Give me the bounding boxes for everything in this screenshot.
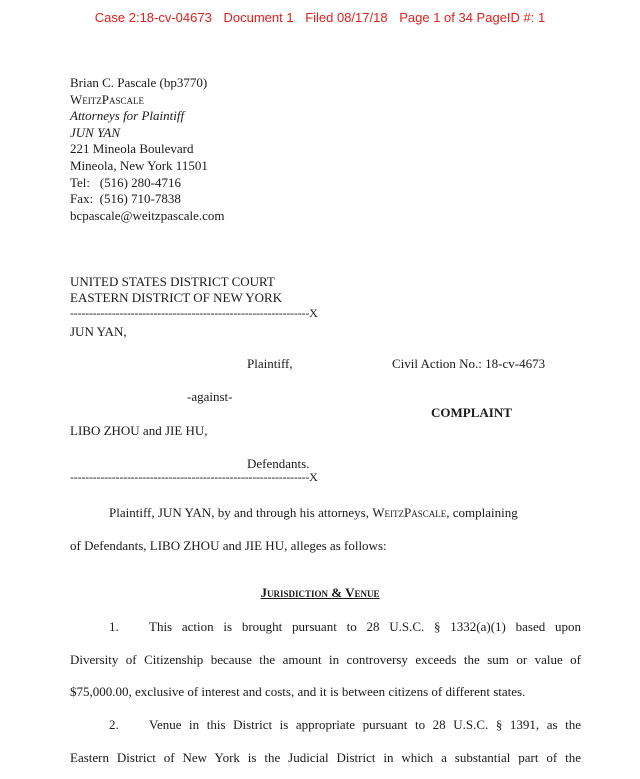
intro-text-a: Plaintiff, JUN YAN, by and through his attorneys, [109,505,373,520]
section-heading-text: Jurisdiction & Venue [260,585,380,600]
case-number: Case 2:18-cv-04673 [94,10,212,25]
paragraph-1-line-2: Diversity of Citizenship because the amount in controversy exceeds the sum or value of [70,652,581,667]
intro-line-2: of Defendants, LIBO ZHOU and JIE HU, alleges as follows: [70,538,387,553]
page-info: Page 1 of 34 PageID #: 1 [399,10,546,25]
address-line-1: 221 Mineola Boulevard [70,141,194,157]
fax: Fax: (516) 710-7838 [70,191,181,207]
court-district: EASTERN DISTRICT OF NEW YORK [70,290,283,305]
civil-action-number: Civil Action No.: 18-cv-4673 [392,356,546,371]
paragraph-2-line-1: Venue in this District is appropriate pursuant to 28 U.S.C. § 1391, as the [149,717,581,732]
firm-name: WeitzPascale [70,91,144,107]
attorney-name: Brian C. Pascale (bp3770) [70,75,208,90]
plaintiff-name: JUN YAN, [70,324,127,339]
plaintiff-label: Plaintiff, [247,356,293,371]
paragraph-2-number: 2. [109,717,119,732]
against-label: -against- [187,389,233,404]
defendants-names: LIBO ZHOU and JIE HU, [70,423,208,438]
filed-date: Filed 08/17/18 [305,10,388,25]
defendants-label: Defendants. [247,456,310,471]
paragraph-1-line-3: $75,000.00, exclusive of interest and costs, and it is between citizens of different states. [70,684,526,699]
email: bcpascale@weitzpascale.com [70,207,225,223]
caption-separator-top: ---------------------------------------------------------------X [70,306,318,320]
telephone: Tel: (516) 280-4716 [70,174,182,190]
paragraph-1-number: 1. [109,619,119,634]
document-title: COMPLAINT [431,405,512,420]
intro-firm-name: WeitzPascale [372,505,447,520]
section-heading [0,585,640,601]
document-number: Document 1 [223,10,294,25]
attorney-block [70,75,225,224]
ecf-header [0,10,640,25]
client-name: JUN YAN [70,124,121,140]
paragraph-1-line-1: This action is brought pursuant to 28 U.S.C. § 1332(a)(1) based upon [149,619,581,634]
intro-line-1 [109,505,518,521]
attorney-role: Attorneys for Plaintiff [70,108,185,124]
court-name: UNITED STATES DISTRICT COURT [70,274,275,289]
court-block [70,274,282,306]
paragraph-2-line-2: Eastern District of New York is the Judicial District in which a substantial part of the [70,750,581,765]
intro-text-b: , complaining [446,505,518,520]
caption-separator-bottom: ---------------------------------------------------------------X [70,470,318,484]
address-line-2: Mineola, New York 11501 [70,157,208,173]
